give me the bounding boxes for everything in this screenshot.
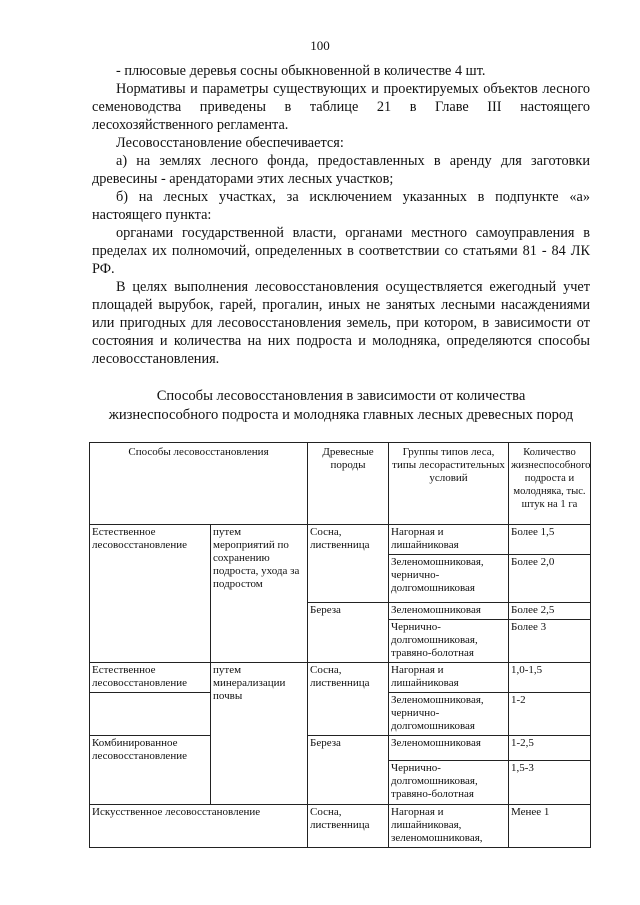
species-cell: Сосна, лиственница: [308, 663, 389, 736]
forest-type-cell: Чернично-долгомошниковая, травяно-болотная: [389, 620, 509, 663]
submethod-cell: путем минерализации почвы: [211, 663, 308, 805]
header-forest-types: Группы типов леса, типы лесорастительных условий: [389, 443, 509, 525]
species-cell: Береза: [308, 603, 389, 663]
method-cell: Естественное лесовосстановление: [90, 525, 211, 663]
paragraph: органами государственной власти, органами местного самоуправления в пределах их полномочий, определенных в соответствии со статьями 81 - 84 ЛК РФ.: [92, 225, 590, 277]
table-caption-line: Способы лесовосстановления в зависимости от количества: [156, 388, 526, 404]
forest-type-cell: Нагорная и лишайниковая: [389, 663, 509, 693]
forest-type-cell: Зеленомошниковая: [389, 603, 509, 620]
quantity-cell: Менее 1: [509, 805, 591, 848]
header-species: Древесные породы: [308, 443, 389, 525]
quantity-cell: 1,0-1,5: [509, 663, 591, 693]
method-cell: Комбинированное лесовосстановление: [90, 736, 211, 805]
forest-type-cell: Чернично-долгомошниковая, травяно-болотная: [389, 761, 509, 805]
forest-type-cell: Нагорная и лишайниковая: [389, 525, 509, 555]
quantity-cell: 1,5-3: [509, 761, 591, 805]
paragraph: Нормативы и параметры существующих и проектируемых объектов лесного семеноводства приведены в таблице 21 в Главе III настоящего лесохозяйственного регламента.: [92, 81, 590, 133]
page-number: 100: [310, 38, 330, 53]
quantity-cell: 1-2,5: [509, 736, 591, 761]
body-text: [92, 62, 590, 368]
table-caption-line: жизнеспособного подроста и молодняка главных лесных древесных пород: [108, 407, 574, 423]
forest-type-cell: Зеленомошниковая: [389, 736, 509, 761]
header-method: Способы лесовосстановления: [90, 443, 308, 525]
forest-type-cell: Зеленомошниковая, чернично-долгомошниковая: [389, 555, 509, 603]
reforestation-table: [89, 442, 591, 848]
species-cell: Сосна, лиственница: [308, 525, 389, 603]
species-cell: Береза: [308, 736, 389, 805]
quantity-cell: Более 2,5: [509, 603, 591, 620]
method-cell: Искусственное лесовосстановление: [90, 805, 308, 848]
paragraph: Лесовосстановление обеспечивается:: [116, 135, 344, 151]
header-quantity: Количество жизнеспособного подроста и молодняка, тыс. штук на 1 га: [509, 443, 591, 525]
forest-type-cell: Нагорная и лишайниковая, зеленомошниковая,: [389, 805, 509, 848]
submethod-cell: путем мероприятий по сохранению подроста, ухода за подростом: [211, 525, 308, 663]
paragraph: - плюсовые деревья сосны обыкновенной в количестве 4 шт.: [116, 63, 486, 79]
species-cell: Сосна, лиственница: [308, 805, 389, 848]
paragraph: В целях выполнения лесовосстановления осуществляется ежегодный учет площадей вырубок, гарей, прогалин, иных не занятых лесными насаждениями или пригодных для лесовосстановления земель, при котором, в зависимости от состояния и количества на них подроста и молодняка, определяются способы лесовосстановления.: [92, 279, 590, 367]
paragraph: а) на землях лесного фонда, предоставленных в аренду для заготовки древесины - арендаторами этих лесных участков;: [92, 153, 590, 187]
quantity-cell: Более 3: [509, 620, 591, 663]
quantity-cell: 1-2: [509, 693, 591, 736]
forest-type-cell: Зеленомошниковая, чернично-долгомошниковая: [389, 693, 509, 736]
quantity-cell: Более 1,5: [509, 525, 591, 555]
paragraph: б) на лесных участках, за исключением указанных в подпункте «а» настоящего пункта:: [92, 189, 590, 223]
method-cell: Естественное лесовосстановление: [90, 663, 211, 693]
method-cell: [90, 693, 211, 736]
quantity-cell: Более 2,0: [509, 555, 591, 603]
table-caption: [92, 387, 590, 425]
